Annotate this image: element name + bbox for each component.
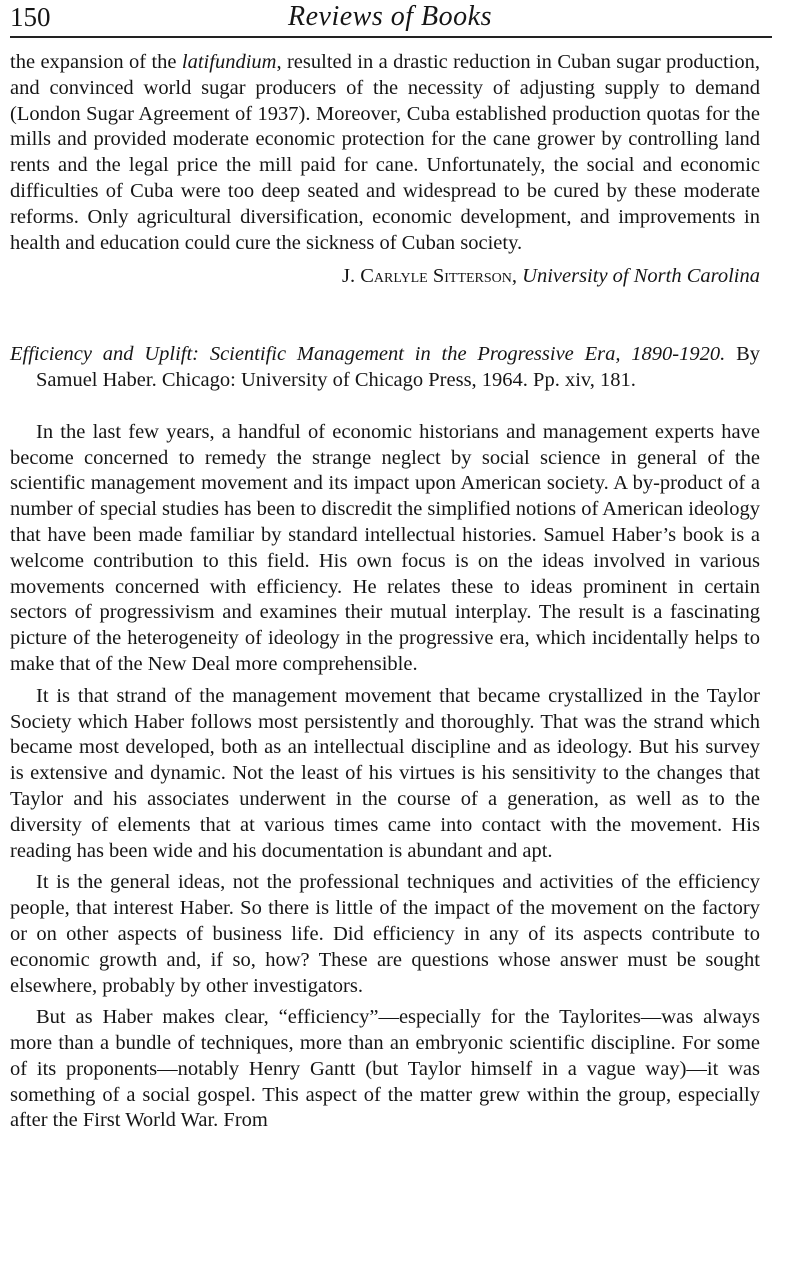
page-header [10,0,770,34]
page-number: 150 [10,2,51,32]
book-details: By Samuel Haber. Chicago: University of Chicago Press, 1964. Pp. xiv, 181. [36,343,760,391]
book-title: Efficiency and Uplift: Scientific Management in the Progressive Era, 1890-1920. [10,343,726,366]
reviewer-signature: J. Carlyle Sitterson, University of North Carolina [342,265,760,288]
latifundium-term: latifundium [181,51,277,73]
review-paragraph-4: But as Haber makes clear, “efficiency”—especially for the Taylorites—was always more than a bundle of techniques, more than an embryonic scientific discipline. For some of its proponents—notably Henry Gantt (but Taylor himself in a vague way)—it was something of a social gospel. This aspect of the matter grew within the group, especially after the First World War. From [10,1006,760,1132]
review-paragraph-2: It is that strand of the management movement that became crystallized in the Taylor Society which Haber follows most persistently and thoroughly. That was the strand which became most developed, both as an intellectual discipline and as ideology. But his survey is extensive and dynamic. Not the least of his virtues is his sensitivity to the changes that Taylor and his associates underwent in the course of a generation, as well as to the diversity of elements that at various times came into contact with the movement. His reading has been wide and his documentation is abundant and apt. [10,684,760,862]
reviewer-affiliation: University of North Carolina [522,265,760,288]
review-paragraph-3: It is the general ideas, not the professional techniques and activities of the efficiency people, that interest Haber. So there is little of the impact of the movement on the factory or on other aspects of business life. Did efficiency in any of its aspects contribute to economic growth and, if so, how? These are questions whose answer must be sought elsewhere, probably by other investigators. [10,871,760,997]
running-head: Reviews of Books [288,1,492,32]
page-body [10,50,760,1134]
continuation-paragraph: the expansion of the latifundium, resulted in a drastic reduction in Cuban sugar production, and convinced world sugar producers of the necessity of adjusting supply to demand (London Sugar Agreement of 1937). Moreover, Cuba established production quotas for the mills and provided moderate economic protection for the cane grower by controlling land rents and the legal price the mill paid for cane. Unfortunately, the social and economic difficulties of Cuba were too deep seated and widespread to be cured by these moderate reforms. Only agricultural diversification, economic development, and improvements in health and education could cure the sickness of Cuban society. [10,51,761,254]
header-rule [10,36,772,38]
review-paragraph-1: In the last few years, a handful of economic historians and management experts have become concerned to remedy the strange neglect by social science in general of the scientific management movement and its impact upon American society. A by-product of a number of special studies has been to discredit the simplified notions of American ideology that have been made familiar by standard intellectual histories. Samuel Haber’s book is a welcome contribution to this field. His own focus is on the ideas involved in various movements concerned with efficiency. He relates these to ideas prominent in certain sectors of progressivism and examines their mutual interplay. The result is a fascinating picture of the heterogeneity of ideology in the progressive era, which incidentally helps to make that of the New Deal more comprehensible. [10,420,760,675]
book-heading [10,342,760,394]
reviewer-name: J. Carlyle Sitterson [342,265,512,288]
